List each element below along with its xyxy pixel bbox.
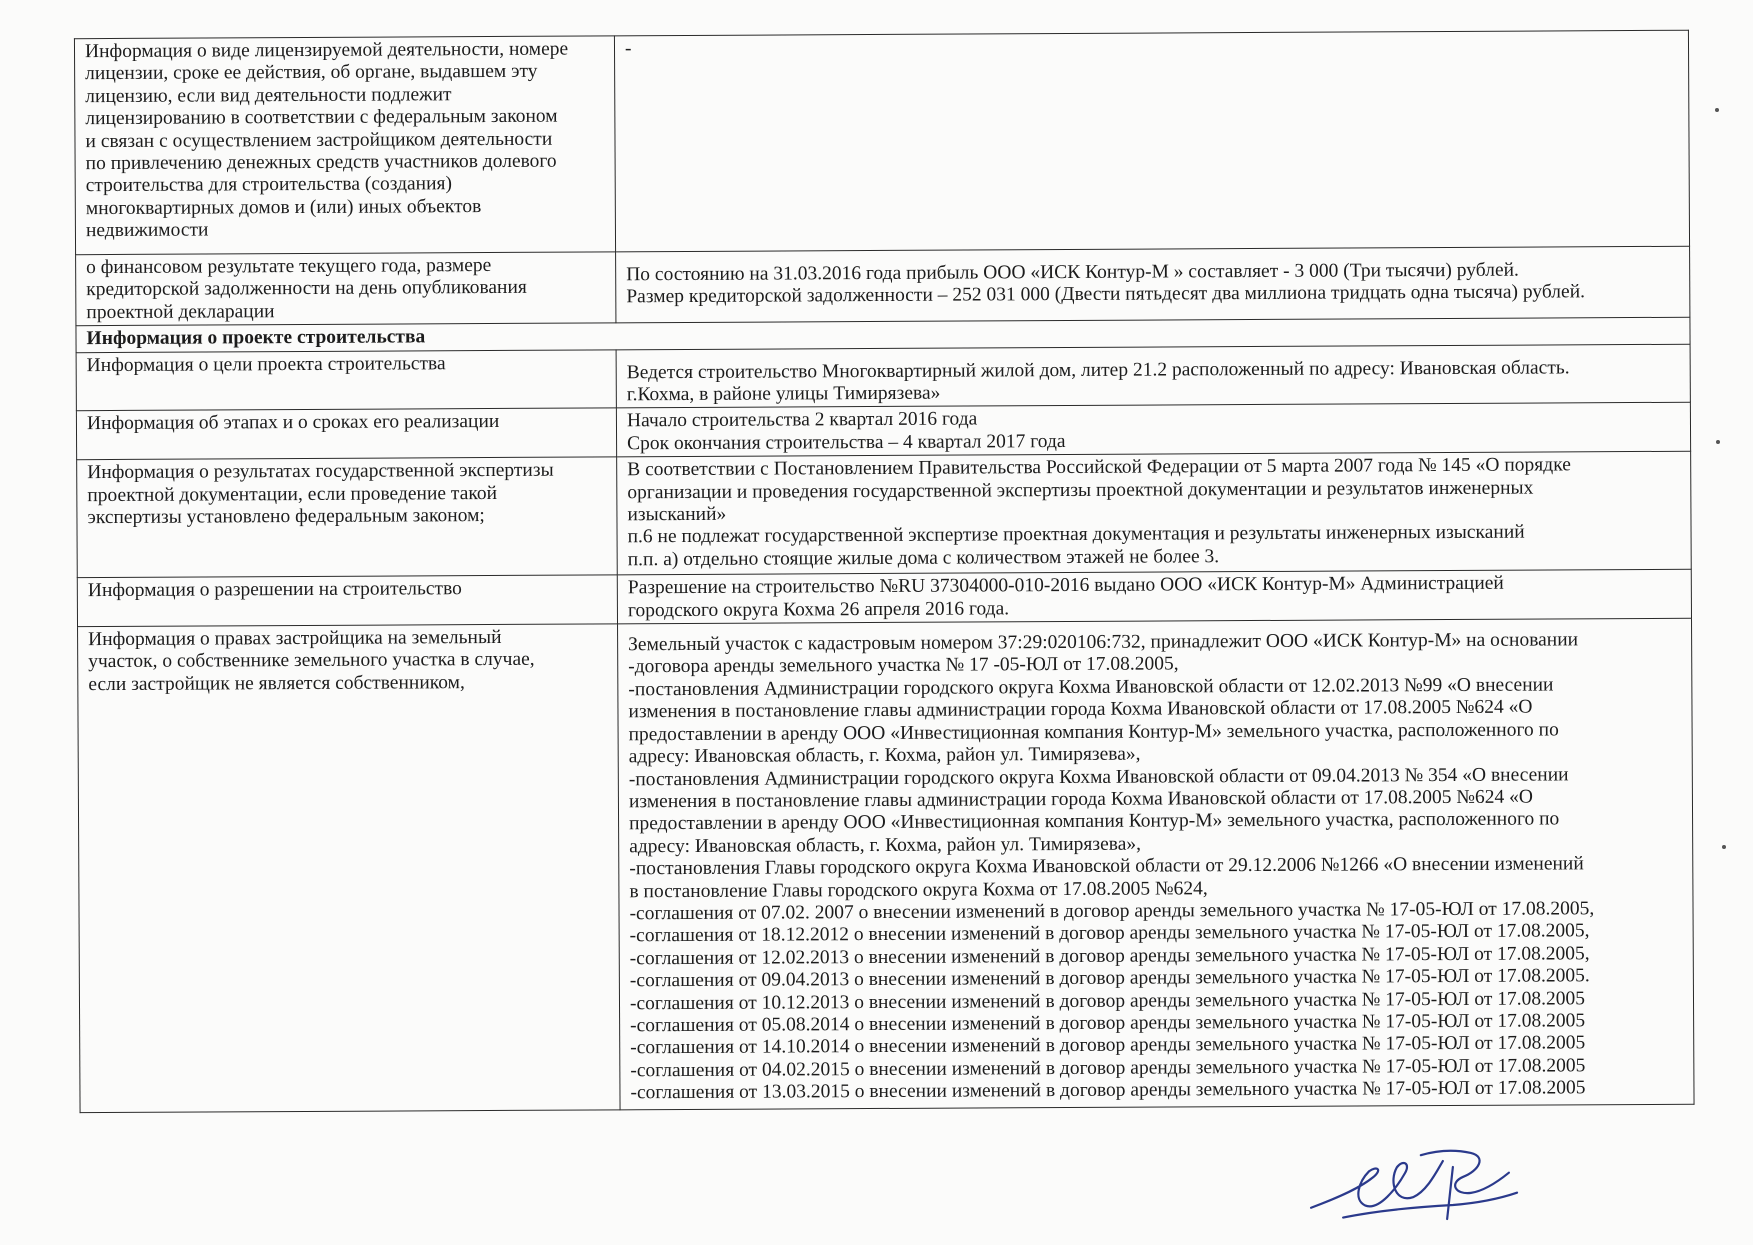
scan-speck [1716,440,1720,444]
label-line: лицензию, если вид деятельности подлежит [85,84,452,107]
value-line: -соглашения от 13.03.2015 о внесении изменений в договор аренды земельного участка № 17-05-ЮЛ от 17.08.2005 [630,1077,1586,1104]
label-line: лицензии, сроке ее действия, об органе, выдавшем эту [85,61,538,85]
label-line: строительства для строительства (создания) [85,173,453,197]
label-line: кредиторской задолженности на день опубликования [86,277,527,301]
label-line: участок, о собственнике земельного участка в случае, [88,649,535,673]
label-line: Информация о разрешении на строительство [87,578,462,602]
table-row-financial [76,246,1690,326]
value-line: - [624,38,632,60]
value-line: в постановление Главы городского округа Кохма от 17.08.2005 №624, [629,877,1208,902]
value-line: -постановления Администрации городского округа Кохма Ивановской области от 12.02.2013 №99 «О внесении [628,674,1554,701]
table-row-stages [76,403,1690,460]
value-line: изменения в постановление главы администрации города Кохма Ивановской области от 17.08.2005 №624 «О [628,696,1533,723]
value-line: предоставлении в аренду ООО «Инвестиционная компания Контур-М» земельного участка, расположенного по [628,719,1559,745]
value-cell [617,569,1691,623]
label-line: Информация о цели проекта строительства [86,352,446,376]
value-line: -соглашения от 07.02. 2007 о внесении изменений в договор аренды земельного участка № 17-05-ЮЛ от 17.08.2005, [629,898,1595,925]
table-row-land-rights [78,618,1695,1112]
value-cell [614,30,1689,252]
value-line: -соглашения от 18.12.2012 о внесении изменений в договор аренды земельного участка № 17-05-ЮЛ от 17.08.2005, [629,920,1590,947]
scan-speck [1715,108,1719,112]
label-line: недвижимости [85,219,209,242]
section-heading: Информация о проекте строительства [76,317,1690,352]
label-cell [77,575,617,627]
label-line: если застройщик не является собственником, [88,672,465,696]
value-line: В соответствии с Постановлением Правительства Российской Федерации от 5 марта 2007 года № 145 «О порядке [627,454,1571,481]
value-line: -соглашения от 14.10.2014 о внесении изменений в договор аренды земельного участка № 17-05-ЮЛ от 17.08.2005 [630,1032,1586,1059]
value-cell [617,451,1692,575]
value-line: -постановления Администрации городского округа Кохма Ивановской области от 09.04.2013 № 354 «О внесении [628,763,1569,790]
label-cell [74,36,615,255]
table-row-permit [77,569,1691,626]
label-line: Информация о правах застройщика на земельный [88,627,502,651]
value-line: предоставлении в аренду ООО «Инвестиционная компания Контур-М» земельного участка, расположенного по [629,808,1560,835]
value-line: городского округа Кохма 26 апреля 2016 года. [627,597,1010,621]
label-line: Информация об этапах и о сроках его реализации [86,411,500,435]
value-line: -соглашения от 10.12.2013 о внесении изменений в договор аренды земельного участка № 17-05-ЮЛ от 17.08.2005 [629,987,1586,1014]
label-line: многоквартирных домов и (или) иных объектов [85,195,482,219]
value-line: Ведется строительство Многоквартирный жилой дом, литер 21.2 расположенный по адресу: Ивановская область. [626,356,1570,383]
label-cell [78,624,621,1113]
value-line: Земельный участок с кадастровым номером 37:29:020106:732, принадлежит ООО «ИСК Контур-М» на основании [628,629,1579,656]
value-line: изменения в постановление главы администрации города Кохма Ивановской области от 17.08.2005 №624 «О [628,786,1533,813]
table-row-license [74,30,1689,254]
label-cell [76,349,616,411]
label-cell [76,252,616,326]
value-line: организации и проведения государственной экспертизы проектной документации и результатов инженерных [627,477,1534,503]
value-line: Срок окончания строительства – 4 квартал 2017 года [627,430,1066,455]
value-line: п.6 не подлежат государственной экспертизе проектная документация и результаты инженерных изысканий [627,522,1525,548]
label-line: Информация о виде лицензируемой деятельности, номере [84,38,569,63]
value-line: Размер кредиторской задолженности – 252 031 000 (Двести пятьдесят два миллиона тридцать одна тысяча) рублей. [626,281,1586,308]
value-line: -постановления Главы городского округа Кохма Ивановской области от 29.12.2006 №1266 «О внесении изменений [629,853,1584,880]
label-line: о финансовом результате текущего года, размере [86,255,492,279]
label-line: лицензированию в соответствии с федеральным законом [85,105,558,130]
value-line: изысканий» [627,503,727,526]
value-line: -соглашения от 12.02.2013 о внесении изменений в договор аренды земельного участка № 17-05-ЮЛ от 17.08.2005, [629,943,1590,970]
value-cell [616,246,1690,323]
label-line: проектной декларации [86,300,275,323]
value-cell [616,344,1690,408]
label-cell [77,457,618,578]
value-line: -соглашения от 09.04.2013 о внесении изменений в договор аренды земельного участка № 17-05-ЮЛ от 17.08.2005. [629,965,1590,992]
scan-speck [1722,845,1726,849]
label-line: по привлечению денежных средств участников долевого [85,150,557,175]
label-line: проектной документации, если проведение такой [87,482,498,506]
label-line: Информация о результатах государственной экспертизы [87,459,554,484]
value-line: адресу: Ивановская область, г. Кохма, район ул. Тимирязева», [628,743,1141,768]
value-line: -соглашения от 04.02.2015 о внесении изменений в договор аренды земельного участка № 17-05-ЮЛ от 17.08.2005 [630,1055,1586,1082]
handwritten-signature [1303,1137,1533,1228]
value-line: -договора аренды земельного участка № 17 -05-ЮЛ от 17.08.2005, [628,653,1179,678]
value-line: г.Кохма, в районе улицы Тимирязева» [626,382,941,406]
table-row-goal [76,344,1690,411]
value-cell [616,403,1690,457]
value-line: -соглашения от 05.08.2014 о внесении изменений в договор аренды земельного участка № 17-05-ЮЛ от 17.08.2005 [630,1010,1586,1037]
label-cell [76,408,616,460]
declaration-table [74,30,1695,1114]
value-line: По состоянию на 31.03.2016 года прибыль ООО «ИСК Контур-М » составляет - 3 000 (Три тысячи) рублей. [626,259,1519,286]
value-cell [618,618,1695,1110]
label-line: экспертизы установлено федеральным законом; [87,505,485,529]
value-line: Начало строительства 2 квартал 2016 года [626,408,978,432]
label-line: и связан с осуществлением застройщиком деятельности [85,128,553,152]
table-row-expertise [77,451,1692,577]
value-line: Разрешение на строительство №RU 37304000-010-2016 выдано ООО «ИСК Контур-М» Администрацией [627,572,1504,599]
value-line: адресу: Ивановская область, г. Кохма, район ул. Тимирязева», [629,833,1142,858]
value-line: п.п. а) отдельно стоящие жилые дома с количеством этажей не более 3. [627,546,1220,571]
